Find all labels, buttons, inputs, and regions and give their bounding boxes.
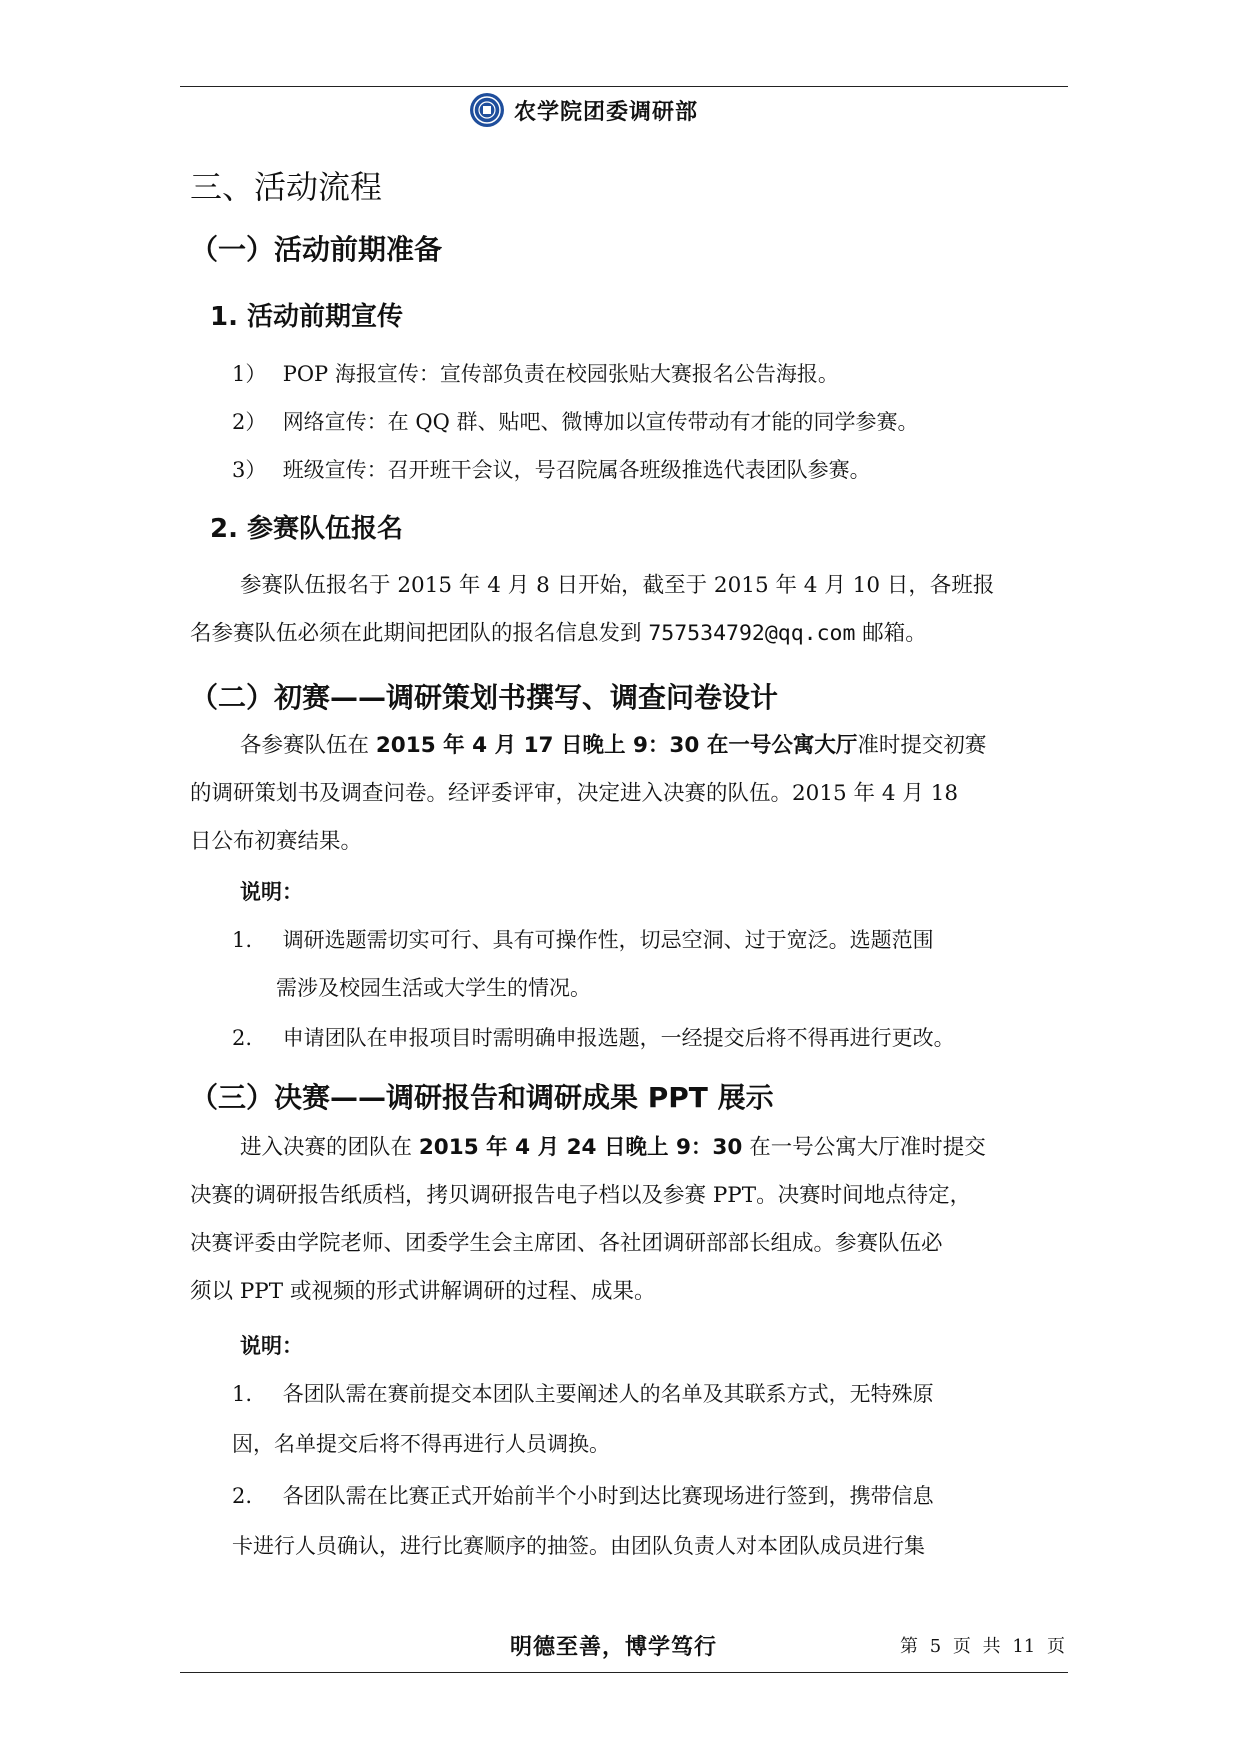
header-rule	[180, 86, 1068, 87]
part2-title: （二）初赛——调研策划书撰写、调查问卷设计	[190, 681, 779, 714]
section-title: 三、活动流程	[190, 168, 383, 206]
paragraph-line: 日公布初赛结果。	[190, 829, 363, 854]
part1-sub2-title: 2. 参赛队伍报名	[210, 514, 404, 544]
footer-motto: 明德至善，博学笃行	[510, 1635, 718, 1660]
note-label: 说明：	[240, 880, 303, 904]
list-item: 3） 班级宣传：召开班干会议，号召院属各班级推选代表团队参赛。	[232, 458, 871, 482]
list-item: 2） 网络宣传：在 QQ 群、贴吧、微博加以宣传带动有才能的同学参赛。	[232, 410, 919, 434]
list-item: 1. 调研选题需切实可行、具有可操作性，切忌空洞、过于宽泛。选题范围	[232, 928, 934, 952]
page-number: 第 5 页 共 11 页	[900, 1636, 1065, 1657]
header-title: 农学院团委调研部	[514, 99, 699, 125]
paragraph-line: 须以 PPT 或视频的形式讲解调研的过程、成果。	[190, 1279, 656, 1304]
paragraph-line: 决赛的调研报告纸质档，拷贝调研报告电子档以及参赛 PPT。决赛时间地点待定，	[190, 1183, 972, 1208]
college-logo-icon	[470, 93, 504, 127]
footer-rule	[180, 1672, 1068, 1673]
paragraph-line: 决赛评委由学院老师、团委学生会主席团、各社团调研部部长组成。参赛队伍必	[190, 1231, 943, 1256]
part3-title: （三）决赛——调研报告和调研成果 PPT 展示	[190, 1081, 774, 1114]
page-header	[470, 90, 698, 130]
list-item: 1. 各团队需在赛前提交本团队主要阐述人的名单及其联系方式，无特殊原	[232, 1382, 934, 1406]
email-address: 757534792@qq.com	[648, 621, 856, 646]
list-item-continuation: 卡进行人员确认，进行比赛顺序的抽签。由团队负责人对本团队成员进行集	[232, 1534, 925, 1558]
note-label: 说明：	[240, 1334, 303, 1358]
paragraph-line: 各参赛队伍在 2015 年 4 月 17 日晚上 9：30 在一号公寓大厅准时提交初赛	[240, 733, 987, 758]
paragraph-line: 的调研策划书及调查问卷。经评委评审，决定进入决赛的队伍。2015 年 4 月 18	[190, 781, 959, 806]
list-item: 1） POP 海报宣传：宣传部负责在校园张贴大赛报名公告海报。	[232, 362, 839, 386]
part1-title: （一）活动前期准备	[190, 233, 443, 266]
list-item: 2. 各团队需在比赛正式开始前半个小时到达比赛现场进行签到，携带信息	[232, 1484, 934, 1508]
paragraph-line: 名参赛队伍必须在此期间把团队的报名信息发到 757534792@qq.com 邮箱。	[190, 621, 927, 646]
part1-sub1-title: 1. 活动前期宣传	[210, 302, 404, 332]
paragraph-line: 进入决赛的团队在 2015 年 4 月 24 日晚上 9：30 在一号公寓大厅准时提交	[240, 1135, 986, 1160]
list-item-continuation: 因，名单提交后将不得再进行人员调换。	[232, 1432, 610, 1456]
list-item: 2. 申请团队在申报项目时需明确申报选题，一经提交后将不得再进行更改。	[232, 1026, 955, 1050]
list-item-continuation: 需涉及校园生活或大学生的情况。	[276, 976, 591, 1000]
paragraph-line: 参赛队伍报名于 2015 年 4 月 8 日开始，截至于 2015 年 4 月 10 日，各班报	[240, 573, 995, 598]
